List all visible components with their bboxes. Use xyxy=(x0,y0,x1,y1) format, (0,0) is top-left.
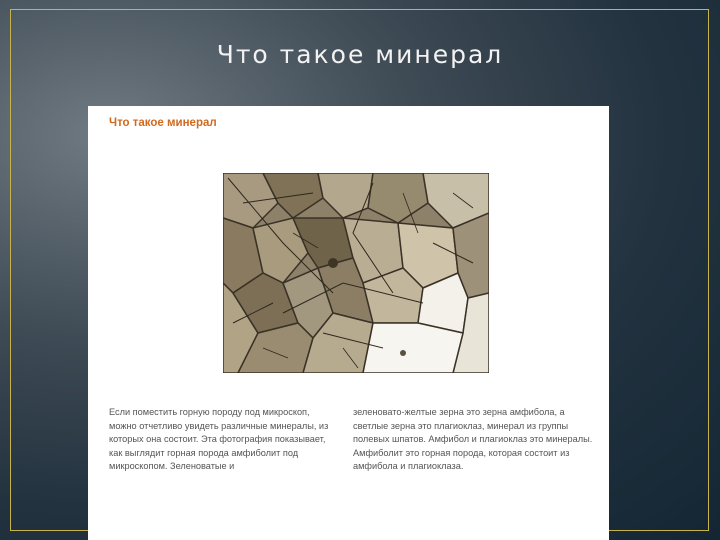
thin-section-micrograph-image xyxy=(223,173,489,373)
text-column-right: зеленовато-желтые зерна это зерна амфибола, а светлые зерна это плагиоклаз, минерал из группы полевых шпатов. Амфибол и плагиоклаз это минералы. Амфиболит это горная порода, которая состоит из амфибола и плагиоклаза. xyxy=(353,407,593,471)
text-column-left: Если поместить горную породу под микроскоп, можно отчетливо увидеть различные минералы, из которых она состоит. Эта фотография показывает, как выглядит горная порода амфиболит под микроскопом. Зеленоватые и xyxy=(109,407,329,471)
slide-title: Что такое минерал xyxy=(216,40,504,69)
document-page xyxy=(88,106,609,540)
document-heading: Что такое минерал xyxy=(109,117,217,129)
